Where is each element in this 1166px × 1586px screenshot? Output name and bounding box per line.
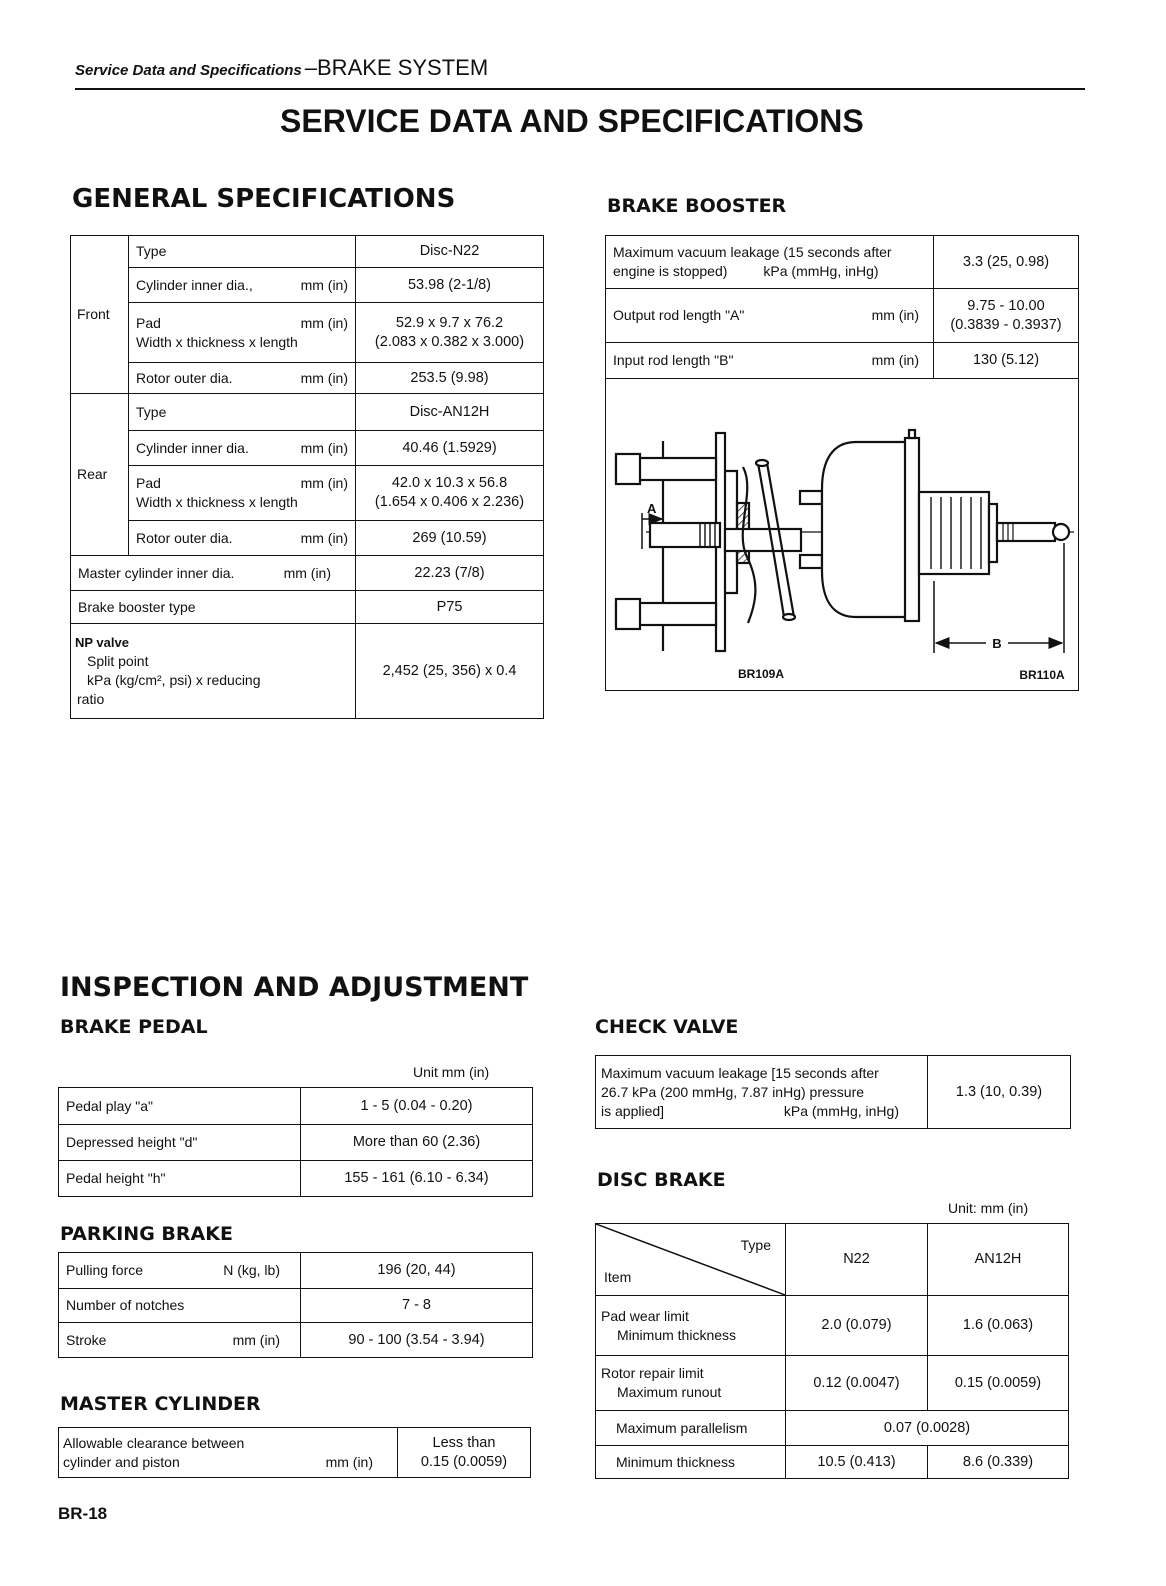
page-title: SERVICE DATA AND SPECIFICATIONS <box>280 103 864 139</box>
table-row <box>71 521 544 556</box>
table-row <box>606 343 1079 379</box>
table-row <box>59 1125 533 1161</box>
table-row <box>59 1323 533 1358</box>
table-row <box>59 1289 533 1323</box>
table-row <box>596 1446 1069 1479</box>
spec-sublabel: Maximum runout <box>617 1384 722 1400</box>
spec-value-an12h: 0.15 (0.0059) <box>928 1356 1069 1411</box>
np-valve-label-cell <box>71 624 356 719</box>
spec-value: 253.5 (9.98) <box>356 363 544 394</box>
booster-stud-top <box>800 491 822 504</box>
np-valve-line: ratio <box>77 691 105 707</box>
spec-value: 196 (20, 44) <box>301 1253 533 1289</box>
table-row <box>71 363 544 394</box>
running-header <box>75 55 488 84</box>
spec-value: 22.23 (7/8) <box>356 556 544 591</box>
spec-value: 155 - 161 (6.10 - 6.34) <box>301 1161 533 1197</box>
stud-head-top <box>616 454 640 484</box>
column-header-n22: N22 <box>786 1224 928 1296</box>
spec-label: Pedal height "h" <box>59 1161 301 1197</box>
spec-value: 90 - 100 (3.54 - 3.94) <box>301 1323 533 1358</box>
inspection-heading: INSPECTION AND ADJUSTMENT <box>60 972 529 1003</box>
spec-label-cell <box>596 1296 786 1356</box>
general-specifications-heading: GENERAL SPECIFICATIONS <box>72 184 456 214</box>
figure-code-right: BR110A <box>1019 667 1065 682</box>
np-valve-title: NP valve <box>75 635 129 650</box>
table-row <box>71 624 544 719</box>
spec-label-cell <box>129 466 356 521</box>
table-row <box>71 236 544 268</box>
column-header-an12h: AN12H <box>928 1224 1069 1296</box>
spec-unit: mm (in) <box>871 307 919 323</box>
brake-booster-table <box>605 235 1079 691</box>
table-row <box>606 289 1079 343</box>
clevis-rod <box>725 529 801 551</box>
spec-value: Disc-N22 <box>356 236 544 268</box>
spec-label-cell <box>606 236 934 289</box>
spec-label-cell <box>59 1428 398 1478</box>
spec-label: Master cylinder inner dia. <box>78 564 235 581</box>
check-valve-table <box>595 1055 1071 1129</box>
table-row <box>596 1296 1069 1356</box>
stud-head-bottom <box>616 599 640 629</box>
spec-label-cell <box>606 289 934 343</box>
spec-label: Pad <box>136 475 161 491</box>
table-row <box>59 1088 533 1125</box>
spec-unit: mm (in) <box>300 475 348 491</box>
spec-value: P75 <box>356 591 544 624</box>
spec-sublabel: Minimum thickness <box>617 1326 737 1343</box>
spec-label: Maximum parallelism <box>596 1411 786 1446</box>
pipe-end <box>756 460 768 466</box>
spec-label: Input rod length "B" <box>613 352 734 368</box>
table-row <box>59 1253 533 1289</box>
spec-label: Number of notches <box>59 1289 301 1323</box>
spec-label: Pulling force <box>66 1262 144 1278</box>
spec-value: 3.3 (25, 0.98) <box>934 236 1079 289</box>
table-row <box>59 1161 533 1197</box>
spec-label-cell <box>71 556 356 591</box>
spec-label: Minimum thickness <box>596 1446 786 1479</box>
spec-label: Depressed height "d" <box>59 1125 301 1161</box>
master-cylinder-table <box>58 1427 531 1478</box>
spec-value-an12h: 8.6 (0.339) <box>928 1446 1069 1479</box>
pipe-end <box>783 614 795 620</box>
spec-unit: mm (in) <box>300 529 348 546</box>
spec-value-cell <box>398 1428 531 1478</box>
figure-code-left: BR109A <box>737 666 785 681</box>
brake-pedal-heading: BRAKE PEDAL <box>60 1016 208 1038</box>
spec-value: 40.46 (1.5929) <box>356 431 544 466</box>
header-type-label: Type <box>740 1237 771 1253</box>
spec-label: Type <box>129 394 356 431</box>
brake-pedal-unit-note: Unit mm (in) <box>413 1064 490 1080</box>
spec-value-inch: (1.654 x 0.406 x 2.236) <box>374 494 525 510</box>
table-row <box>71 268 544 303</box>
spec-unit: N (kg, lb) <box>223 1262 280 1278</box>
table-row <box>606 236 1079 289</box>
spec-label-cell <box>606 343 934 379</box>
spec-unit: kPa (mmHg, inHg) <box>763 263 879 279</box>
dimension-a-label: A <box>647 500 657 516</box>
spec-label-cell <box>59 1323 301 1358</box>
table-row <box>596 1056 1071 1129</box>
spec-label: engine is stopped) <box>613 263 728 279</box>
spec-label: Brake booster type <box>71 591 356 624</box>
spec-value: 9.75 - 10.00 <box>967 297 1045 314</box>
brake-booster-diagram <box>606 381 1076 689</box>
np-valve-line: Split point <box>87 653 149 669</box>
table-row <box>71 466 544 521</box>
cylinder-step <box>989 504 997 562</box>
spec-label: Output rod length "A" <box>613 307 745 323</box>
spec-label: Type <box>129 236 356 268</box>
spec-label: Pad wear limit <box>601 1307 689 1324</box>
input-rod <box>997 523 1055 541</box>
dimension-b-label: B <box>992 635 1002 651</box>
table-row <box>71 431 544 466</box>
table-row <box>71 394 544 431</box>
header-item-label: Item <box>604 1269 632 1285</box>
table-row <box>59 1428 531 1478</box>
spec-label: 26.7 kPa (200 mmHg, 7.87 inHg) pressure <box>601 1083 865 1100</box>
spec-value: 269 (10.59) <box>356 521 544 556</box>
table-row <box>71 591 544 624</box>
spec-label: Rotor repair limit <box>601 1365 704 1381</box>
spec-unit: mm (in) <box>871 352 919 368</box>
booster-flange <box>905 438 919 621</box>
brake-booster-heading: BRAKE BOOSTER <box>607 195 787 217</box>
spec-value: 42.0 x 10.3 x 56.8 <box>391 475 508 491</box>
spec-value: Disc-AN12H <box>356 394 544 431</box>
brake-pedal-table <box>58 1087 533 1197</box>
spec-value-n22: 0.12 (0.0047) <box>786 1356 928 1411</box>
spec-value-cell <box>356 466 544 521</box>
spec-unit: mm (in) <box>300 369 348 386</box>
group-label-rear: Rear <box>71 394 129 556</box>
booster-mounting-drawing <box>616 433 801 651</box>
spec-sublabel: Width x thickness x length <box>136 333 298 350</box>
booster-stud-bottom <box>800 555 822 568</box>
table-row <box>71 303 544 363</box>
table-row <box>596 1411 1069 1446</box>
disc-brake-heading: DISC BRAKE <box>597 1169 726 1191</box>
spec-value: More than 60 (2.36) <box>301 1125 533 1161</box>
spec-label: Maximum vacuum leakage (15 seconds after <box>613 244 892 260</box>
spec-unit: mm (in) <box>232 1331 280 1348</box>
group-label-front: Front <box>71 236 129 394</box>
page-number: BR-18 <box>58 1504 108 1523</box>
spec-value: 2,452 (25, 356) x 0.4 <box>356 624 544 719</box>
spec-value: 1 - 5 (0.04 - 0.20) <box>301 1088 533 1125</box>
master-cylinder-heading: MASTER CYLINDER <box>60 1393 261 1415</box>
spec-value: 7 - 8 <box>301 1289 533 1323</box>
table-header-row <box>596 1224 1069 1296</box>
running-header-system: –BRAKE SYSTEM <box>304 55 489 80</box>
spec-unit: kPa (mmHg, inHg) <box>783 1102 899 1119</box>
spec-label: Rotor outer dia. <box>136 529 233 546</box>
type-item-header-cell <box>596 1224 786 1296</box>
spec-label-cell <box>129 431 356 466</box>
spec-label-cell <box>59 1253 301 1289</box>
spec-value: Less than <box>432 1434 496 1451</box>
parking-brake-heading: PARKING BRAKE <box>60 1223 233 1245</box>
spec-value-cell <box>934 289 1079 343</box>
spec-value-an12h: 1.6 (0.063) <box>928 1296 1069 1356</box>
spec-label-cell <box>129 268 356 303</box>
spec-value-n22: 2.0 (0.079) <box>786 1296 928 1356</box>
spec-label-cell <box>596 1356 786 1411</box>
flange-nub <box>909 430 915 438</box>
spec-label-cell <box>129 363 356 394</box>
running-header-section: Service Data and Specifications <box>75 62 302 79</box>
spec-value: 130 (5.12) <box>934 343 1079 379</box>
general-specifications-table <box>70 235 544 719</box>
spec-unit: mm (in) <box>325 1453 373 1470</box>
disc-brake-unit-note: Unit: mm (in) <box>948 1200 1029 1216</box>
spec-label: Pad <box>136 314 161 331</box>
header-rule <box>75 88 1085 90</box>
spec-unit: mm (in) <box>300 314 348 331</box>
table-row <box>71 556 544 591</box>
spec-label: Pedal play "a" <box>59 1088 301 1125</box>
booster-shell <box>822 442 911 617</box>
spec-value: 1.3 (10, 0.39) <box>928 1056 1071 1129</box>
spec-unit: mm (in) <box>283 564 331 581</box>
figure-row <box>606 379 1079 691</box>
spec-sublabel: Width x thickness x length <box>136 494 298 510</box>
spec-value-inch: (0.3839 - 0.3937) <box>950 316 1062 333</box>
np-valve-line: kPa (kg/cm², psi) x reducing <box>87 672 261 688</box>
spec-label: Cylinder inner dia., <box>136 276 253 293</box>
spec-value-n22: 10.5 (0.413) <box>786 1446 928 1479</box>
spec-unit: mm (in) <box>300 276 348 293</box>
spec-label: Stroke <box>66 1331 107 1348</box>
spec-value: 52.9 x 9.7 x 76.2 <box>395 314 504 331</box>
spec-label: cylinder and piston <box>63 1453 180 1470</box>
disc-brake-table <box>595 1223 1069 1479</box>
parking-brake-table <box>58 1252 533 1358</box>
spec-label: Rotor outer dia. <box>136 369 233 386</box>
spec-value-cell <box>356 303 544 363</box>
spec-label-cell <box>129 303 356 363</box>
master-cylinder-body <box>919 492 989 574</box>
spec-unit: mm (in) <box>300 439 348 456</box>
spec-label-cell <box>129 521 356 556</box>
spec-label: Cylinder inner dia. <box>136 439 249 456</box>
spec-label-cell <box>596 1056 928 1129</box>
check-valve-heading: CHECK VALVE <box>595 1016 739 1038</box>
spec-value-inch: (2.083 x 0.382 x 3.000) <box>374 333 525 350</box>
spec-value: 0.15 (0.0059) <box>420 1453 508 1470</box>
clevis-ball <box>1053 524 1069 540</box>
spec-label: is applied] <box>601 1102 665 1119</box>
spec-label: Maximum vacuum leakage [15 seconds after <box>601 1064 879 1081</box>
table-row <box>596 1356 1069 1411</box>
spec-label: Allowable clearance between <box>63 1434 245 1451</box>
spec-value: 53.98 (2-1/8) <box>356 268 544 303</box>
spec-value-both: 0.07 (0.0028) <box>786 1411 1069 1446</box>
figure-cell <box>606 379 1079 691</box>
